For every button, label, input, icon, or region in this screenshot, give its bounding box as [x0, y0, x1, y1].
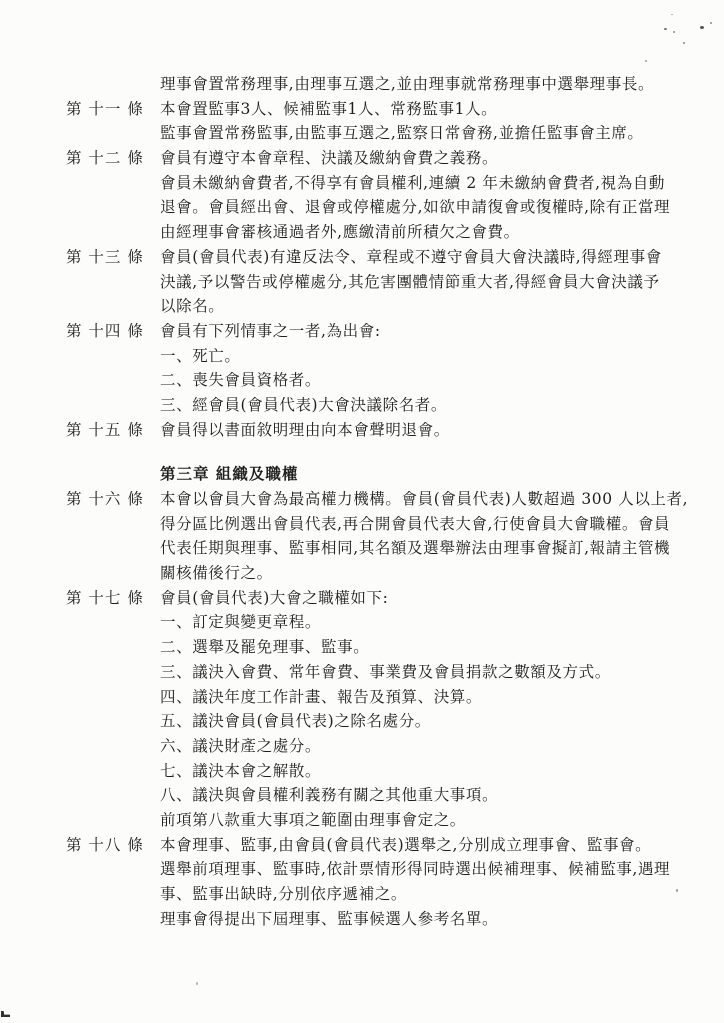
- chapter-heading-text: 第三章 組織及職權: [160, 464, 299, 484]
- line-text: 事、監事出缺時,分別依序遞補之。: [160, 885, 408, 903]
- text-row: [0, 294, 724, 319]
- line-text: 會員有遵守本會章程、決議及繳納會費之義務。: [160, 149, 499, 168]
- text-row: [0, 72, 724, 97]
- line-text: 一、死亡。: [160, 346, 241, 365]
- text-row: [0, 635, 724, 660]
- scan-artifact-speck: [676, 889, 678, 892]
- article-row: [0, 319, 724, 344]
- line-text: 理事會置常務理事,由理事互選之,並由理事就常務理事中選舉理事長。: [160, 75, 655, 93]
- article-number-label: 第 十七 條: [66, 588, 144, 607]
- scan-artifact-corner-mark: [1, 1011, 10, 1017]
- text-row: [0, 759, 724, 784]
- line-text: 三、議決入會費、常年會費、事業費及會員捐款之數額及方式。: [160, 662, 611, 681]
- line-text: 關核備後行之。: [160, 564, 273, 583]
- article-row: [0, 146, 724, 171]
- line-text: 監事會置常務監事,由監事互選之,監察日常會務,並擔任監事會主席。: [160, 124, 644, 143]
- text-row: [0, 660, 724, 685]
- line-text: 本會以會員大會為最高權力機構。會員(會員代表)人數超過 300 人以上者,: [160, 490, 689, 508]
- text-row: [0, 512, 724, 537]
- line-text: 五、議決會員(會員代表)之除名處分。: [160, 712, 431, 731]
- text-row: [0, 220, 724, 245]
- line-text: 本會理事、監事,由會員(會員代表)選舉之,分別成立理事會、監事會。: [160, 835, 652, 854]
- text-row: [0, 561, 724, 586]
- scan-artifact-speck: [645, 60, 647, 62]
- text-row: [0, 536, 724, 561]
- article-number-label: 第 十八 條: [66, 835, 144, 854]
- line-text: 七、議決本會之解散。: [160, 761, 322, 780]
- line-text: 得分區比例選出會員代表,再合開會員代表大會,行使會員大會職權。會員: [160, 514, 671, 533]
- line-text: 二、選舉及罷免理事、監事。: [160, 638, 370, 657]
- line-text: 二、喪失會員資格者。: [160, 371, 322, 390]
- line-text: 八、議決與會員權利義務有關之其他重大事項。: [160, 786, 499, 805]
- text-row: [0, 857, 724, 882]
- article-row: [0, 487, 724, 512]
- document-body: [0, 72, 724, 931]
- text-row: [0, 121, 724, 146]
- scan-artifact-speck: [673, 31, 675, 33]
- article-row: [0, 418, 724, 443]
- text-row: [0, 270, 724, 295]
- line-text: 以除名。: [160, 297, 225, 316]
- line-text: 三、經會員(會員代表)大會決議除名者。: [160, 395, 447, 414]
- line-text: 會員(會員代表)有違反法令、章程或不遵守會員大會決議時,得經理事會: [160, 247, 662, 266]
- text-row: [0, 685, 724, 710]
- line-text: 四、議決年度工作計畫、報告及預算、決算。: [160, 687, 483, 706]
- line-text: 會員有下列情事之一者,為出會:: [160, 321, 381, 340]
- scan-artifact-speck: [710, 22, 712, 24]
- text-row: [0, 368, 724, 393]
- article-number-label: 第 十六 條: [66, 490, 144, 508]
- line-text: 選舉前項理事、監事時,依計票情形得同時選出候補理事、候補監事,遇理: [160, 860, 671, 879]
- article-row: [0, 245, 724, 270]
- scan-artifact-speck: [700, 26, 704, 29]
- article-row: [0, 586, 724, 611]
- article-number-label: 第 十三 條: [66, 247, 144, 266]
- line-text: 前項第八款重大事項之範圍由理事會定之。: [160, 810, 466, 829]
- text-row: [0, 195, 724, 220]
- article-number-label: 第 十四 條: [66, 321, 144, 340]
- text-row: [0, 709, 724, 734]
- line-text: 一、訂定與變更章程。: [160, 613, 322, 632]
- line-text: 代表任期與理事、監事相同,其名額及選舉辦法由理事會擬訂,報請主管機: [160, 539, 671, 558]
- blank-line: [0, 442, 724, 462]
- text-row: [0, 610, 724, 635]
- line-text: 本會置監事3人、候補監事1人、常務監事1人。: [160, 99, 498, 118]
- article-number-label: 第 十二 條: [66, 149, 144, 168]
- text-row: [0, 344, 724, 369]
- article-row: [0, 97, 724, 122]
- line-text: 會員(會員代表)大會之職權如下:: [160, 588, 389, 607]
- line-text: 六、議決財產之處分。: [160, 736, 322, 755]
- text-row: [0, 171, 724, 196]
- text-row: [0, 393, 724, 418]
- scan-artifact-speck: [683, 42, 685, 44]
- chapter-heading-row: [0, 462, 724, 487]
- article-number-label: 第 十一 條: [66, 99, 144, 118]
- line-text: 會員未繳納會費者,不得享有會員權利,連續 2 年未繳納會費者,視為自動: [160, 173, 665, 192]
- line-text: 決議,予以警告或停權處分,其危害團體情節重大者,得經會員大會決議予: [160, 272, 660, 291]
- scan-artifact-speck: [196, 982, 198, 985]
- line-text: 理事會得提出下屆理事、監事候選人參考名單。: [160, 909, 499, 928]
- article-number-label: 第 十五 條: [66, 420, 144, 439]
- scan-artifact-speck: [671, 14, 673, 15]
- text-row: [0, 907, 724, 932]
- line-text: 由經理事會審核通過者外,應繳清前所積欠之會費。: [160, 223, 520, 242]
- scan-artifact-speck: [664, 28, 667, 30]
- text-row: [0, 783, 724, 808]
- line-text: 會員得以書面敘明理由向本會聲明退會。: [160, 420, 450, 439]
- text-row: [0, 808, 724, 833]
- text-row: [0, 734, 724, 759]
- line-text: 退會。會員經出會、退會或停權處分,如欲申請復會或復權時,除有正當理: [160, 198, 671, 217]
- article-row: [0, 833, 724, 858]
- text-row: [0, 882, 724, 907]
